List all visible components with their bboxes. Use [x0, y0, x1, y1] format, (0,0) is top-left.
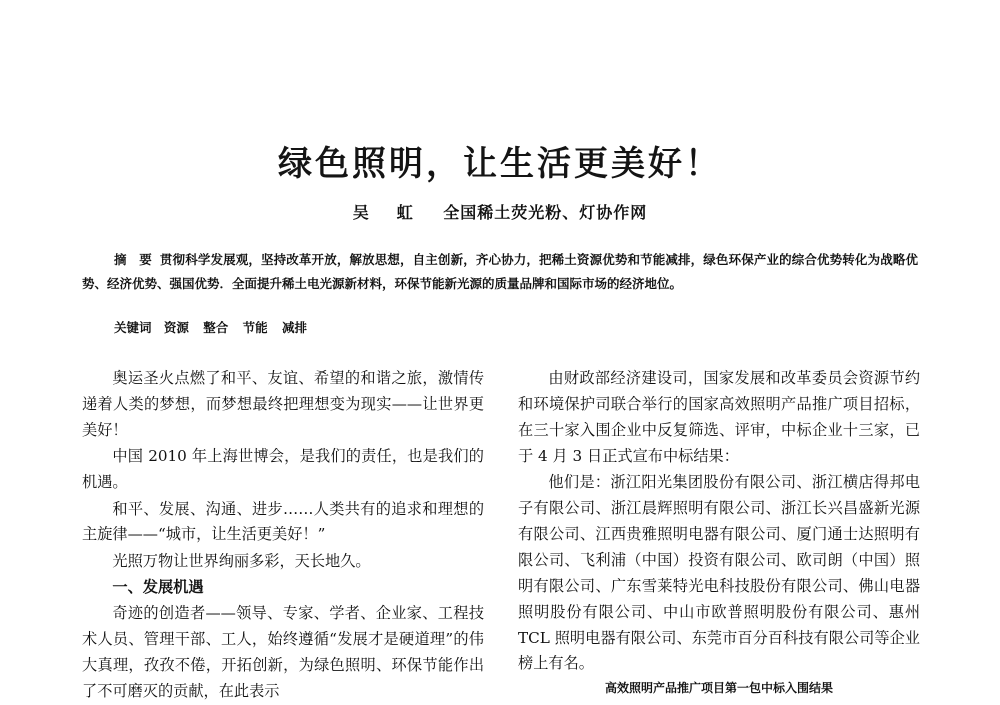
paragraph: 光照万物让世界绚丽多彩，天长地久。 — [112, 551, 371, 570]
section-heading: 一、发展机遇 — [112, 578, 204, 597]
paragraph: 奇迹的创造者——领导、专家、学者、企业家、工程技术人员、管理干部、工人，始终遵循“发展才是硬道理”的伟大真理，孜孜不倦，开拓创新，为绿色照明、环保节能作出了不可磨灭的贡献，在此表示 — [82, 604, 484, 700]
right-column — [518, 366, 920, 678]
keyword: 资源 — [163, 320, 189, 335]
author-affiliation: 全国稀土荧光粉、灯协作网 — [443, 203, 648, 222]
byline — [0, 200, 1000, 223]
abstract-label: 摘 要 — [114, 252, 152, 267]
paragraph: 他们是：浙江阳光集团股份有限公司、浙江横店得邦电子有限公司、浙江晨辉照明有限公司、浙江长兴昌盛新光源有限公司、江西贵雅照明电器有限公司、厦门通士达照明有限公司、飞利浦（中国）投资有限公司、欧司朗（中国）照明有限公司、广东雪莱特光电科技股份有限公司、佛山电器照明股份有限公司、中山市欧普照明股份有限公司、惠州 TCL 照明电器有限公司、东莞市百分百科技有限公司等企业榜上有名。 — [518, 473, 920, 673]
author-name: 吴 虹 — [352, 203, 419, 222]
paragraph: 由财政部经济建设司，国家发展和改革委员会资源节约和环境保护司联合举行的国家高效照明产品推广项目招标，在三十家入围企业中反复筛选、评审，中标企业十三家，已于 4 月 3 日正式宣布中标结果： — [518, 369, 920, 465]
article-title: 绿色照明，让生活更美好！ — [278, 144, 722, 184]
keyword: 节能 — [242, 320, 268, 335]
paragraph: 和平、发展、沟通、进步……人类共有的追求和理想的主旋律——“城市，让生活更美好！” — [82, 499, 484, 544]
keyword: 减排 — [282, 320, 308, 335]
abstract — [82, 248, 918, 296]
table-caption: 高效照明产品推广项目第一包中标入围结果 — [604, 681, 833, 695]
paragraph: 奥运圣火点燃了和平、友谊、希望的和谐之旅，激情传递着人类的梦想，而梦想最终把理想变为现实——让世界更美好！ — [82, 369, 484, 439]
keywords — [114, 318, 317, 336]
paragraph: 中国 2010 年上海世博会，是我们的责任，也是我们的机遇。 — [82, 447, 484, 492]
keyword: 整合 — [203, 320, 229, 335]
keywords-label: 关键词 — [114, 320, 152, 335]
abstract-text: 贯彻科学发展观，坚持改革开放，解放思想，自主创新，齐心协力，把稀土资源优势和节能减排，绿色环保产业的综合优势转化为战略优势、经济优势、强国优势．全面提升稀土电光源新材料，环保节能新光源的质量品牌和国际市场的经济地位。 — [82, 252, 918, 291]
left-column — [82, 366, 484, 705]
